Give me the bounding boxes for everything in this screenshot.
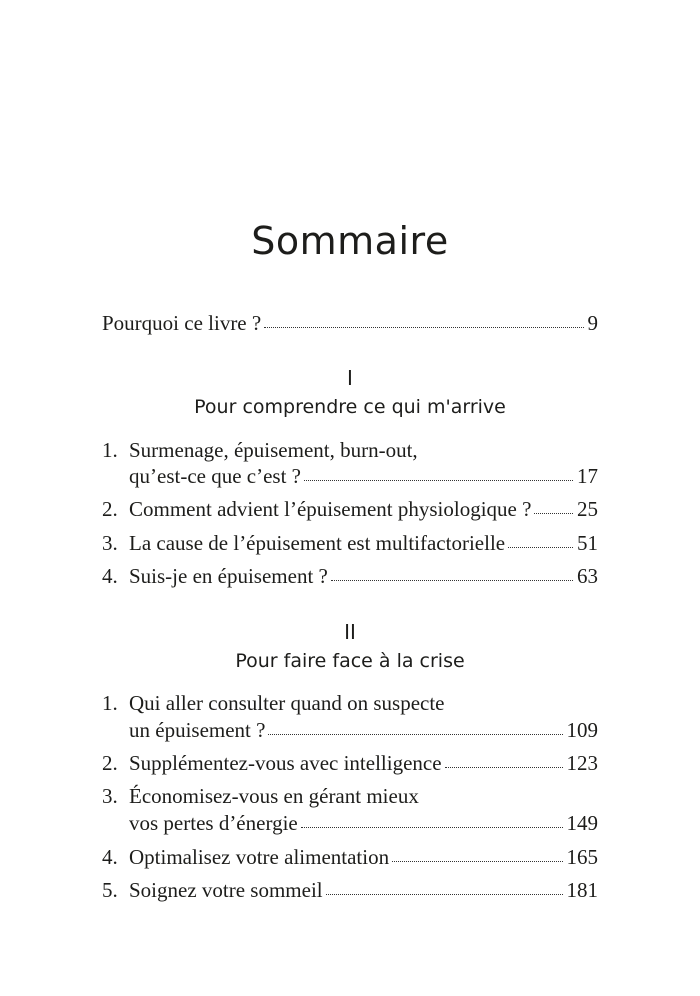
toc-entry[interactable] xyxy=(102,529,598,558)
dot-leader xyxy=(264,326,583,328)
toc-entry-label: La cause de l’épuisement est multifactorielle xyxy=(129,531,506,555)
toc-entry-label: Optimalisez votre alimentation xyxy=(129,845,390,869)
toc-entry-number: 5. xyxy=(102,878,118,902)
part-title: Pour faire face à la crise xyxy=(235,650,465,672)
toc-entry-number: 3. xyxy=(102,784,118,808)
toc-entry-label: Qui aller consulter quand on suspecte xyxy=(129,691,445,715)
toc-entry-label: un épuisement ? xyxy=(129,718,266,742)
toc-entry-first-line[interactable] xyxy=(102,689,445,718)
toc-entry[interactable] xyxy=(102,495,598,524)
page-title: Sommaire xyxy=(251,219,449,263)
toc-entry-number: 3. xyxy=(102,531,118,555)
toc-page-number: 63 xyxy=(577,564,598,588)
dot-leader xyxy=(445,766,563,768)
toc-entry[interactable] xyxy=(102,749,598,778)
toc-entry-number: 4. xyxy=(102,564,118,588)
dot-leader xyxy=(534,512,573,514)
toc-entry-intro[interactable] xyxy=(102,309,598,338)
toc-entry-first-line[interactable] xyxy=(102,436,418,465)
dot-leader xyxy=(331,579,573,581)
toc-entry[interactable] xyxy=(129,809,598,838)
part-numeral: I xyxy=(347,366,353,390)
toc-entry-label: qu’est-ce que c’est ? xyxy=(129,464,301,488)
toc-page-number: 25 xyxy=(577,497,598,521)
part-numeral: II xyxy=(344,620,356,644)
toc-page-number: 181 xyxy=(566,878,598,902)
toc-entry[interactable] xyxy=(102,562,598,591)
toc-page-number: 123 xyxy=(566,751,598,775)
dot-leader xyxy=(268,733,562,735)
toc-entry[interactable] xyxy=(102,843,598,872)
toc-entry-number: 4. xyxy=(102,845,118,869)
dot-leader xyxy=(301,826,563,828)
part-title: Pour comprendre ce qui m'arrive xyxy=(194,396,506,418)
toc-entry-label: Supplémentez-vous avec intelligence xyxy=(129,751,442,775)
toc-entry-label: vos pertes d’énergie xyxy=(129,811,298,835)
toc-entry-label: Comment advient l’épuisement physiologique ? xyxy=(129,497,532,521)
dot-leader xyxy=(392,860,562,862)
toc-entry-first-line[interactable] xyxy=(102,782,419,811)
toc-page-number: 149 xyxy=(566,811,598,835)
toc-entry-label: Suis-je en épuisement ? xyxy=(129,564,328,588)
toc-entry-label: Économisez-vous en gérant mieux xyxy=(129,784,419,808)
toc-entry[interactable] xyxy=(129,462,598,491)
toc-entry-number: 1. xyxy=(102,438,118,462)
toc-entry-number: 2. xyxy=(102,497,118,521)
toc-page-number: 9 xyxy=(587,311,598,335)
toc-page-number: 17 xyxy=(577,464,598,488)
toc-entry[interactable] xyxy=(102,876,598,905)
toc-page-number: 51 xyxy=(577,531,598,555)
toc-entry-label: Surmenage, épuisement, burn-out, xyxy=(129,438,418,462)
toc-entry-label: Pourquoi ce livre ? xyxy=(102,311,262,335)
toc-entry-number: 1. xyxy=(102,691,118,715)
dot-leader xyxy=(304,479,573,481)
toc-entry[interactable] xyxy=(129,716,598,745)
toc-page-number: 165 xyxy=(566,845,598,869)
toc-entry-number: 2. xyxy=(102,751,118,775)
toc-entry-label: Soignez votre sommeil xyxy=(129,878,323,902)
dot-leader xyxy=(508,546,573,548)
dot-leader xyxy=(326,893,563,895)
toc-page-number: 109 xyxy=(566,718,598,742)
